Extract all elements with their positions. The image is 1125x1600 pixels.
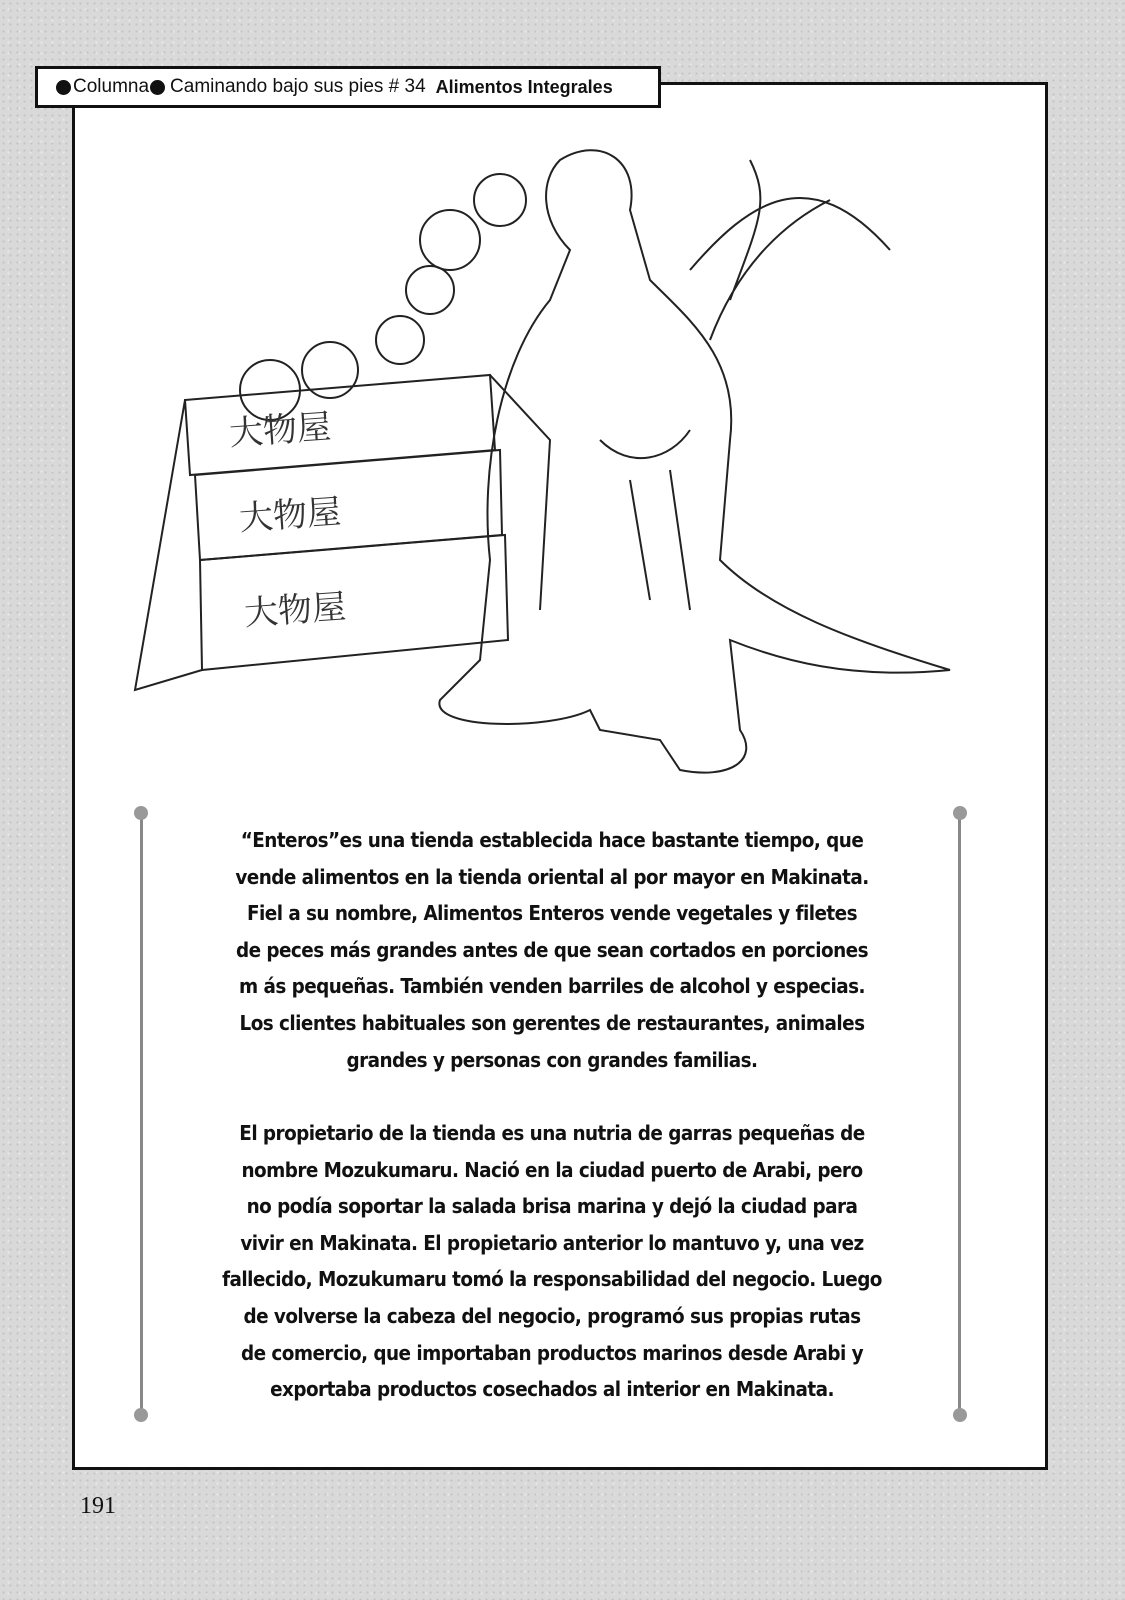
bullet-icon	[150, 80, 165, 95]
paragraph-1	[191, 822, 912, 1078]
text-line: “Enteros”es una tienda establecida hace bastante tiempo, que	[240, 828, 864, 852]
text-line: El propietario de la tienda es una nutria de garras pequeñas de	[239, 1121, 865, 1145]
header-prefix: Columna	[73, 76, 150, 97]
text-line: de comercio, que importaban productos marinos desde Arabi y	[240, 1340, 864, 1365]
header-title: Alimentos Integrales	[435, 76, 613, 97]
text-line: nombre Mozukumaru. Nació en la ciudad puerto de Arabi, pero	[241, 1157, 863, 1182]
paragraph-2	[191, 1115, 912, 1408]
text-line: de volverse la cabeza del negocio, programó sus propias rutas	[243, 1303, 861, 1328]
text-line: vivir en Makinata. El propietario anterior lo mantuvo y, una vez	[240, 1230, 864, 1255]
otter-merchant-illustration	[130, 140, 970, 800]
crate-label: 大物屋	[227, 406, 333, 454]
text-bracket-left	[140, 810, 157, 1418]
column-header	[35, 66, 661, 108]
text-line: fallecido, Mozukumaru tomó la responsabilidad del negocio. Luego	[222, 1267, 882, 1292]
text-line: exportaba productos cosechados al interior en Makinata.	[270, 1377, 834, 1402]
text-line: grandes y personas con grandes familias.	[346, 1047, 758, 1072]
text-line: no podía soportar la salada brisa marina y dejó la ciudad para	[246, 1194, 858, 1219]
text-line: Fiel a su nombre, Alimentos Enteros vende vegetales y filetes	[247, 901, 857, 926]
text-line: vende alimentos en la tienda oriental al por mayor en Makinata.	[235, 864, 869, 889]
page-number: 191	[80, 1493, 116, 1519]
crate-label: 大物屋	[237, 491, 343, 539]
text-line: Los clientes habituales son gerentes de restaurantes, animales	[239, 1010, 865, 1035]
crate-label: 大物屋	[242, 586, 348, 634]
bullet-icon	[56, 80, 71, 95]
header-series: Caminando bajo sus pies # 34	[170, 76, 426, 97]
text-line: de peces más grandes antes de que sean cortados en porciones	[235, 937, 869, 962]
text-line: m ás pequeñas. También venden barriles de alcohol y especias.	[239, 974, 865, 999]
text-bracket-right	[944, 810, 961, 1418]
